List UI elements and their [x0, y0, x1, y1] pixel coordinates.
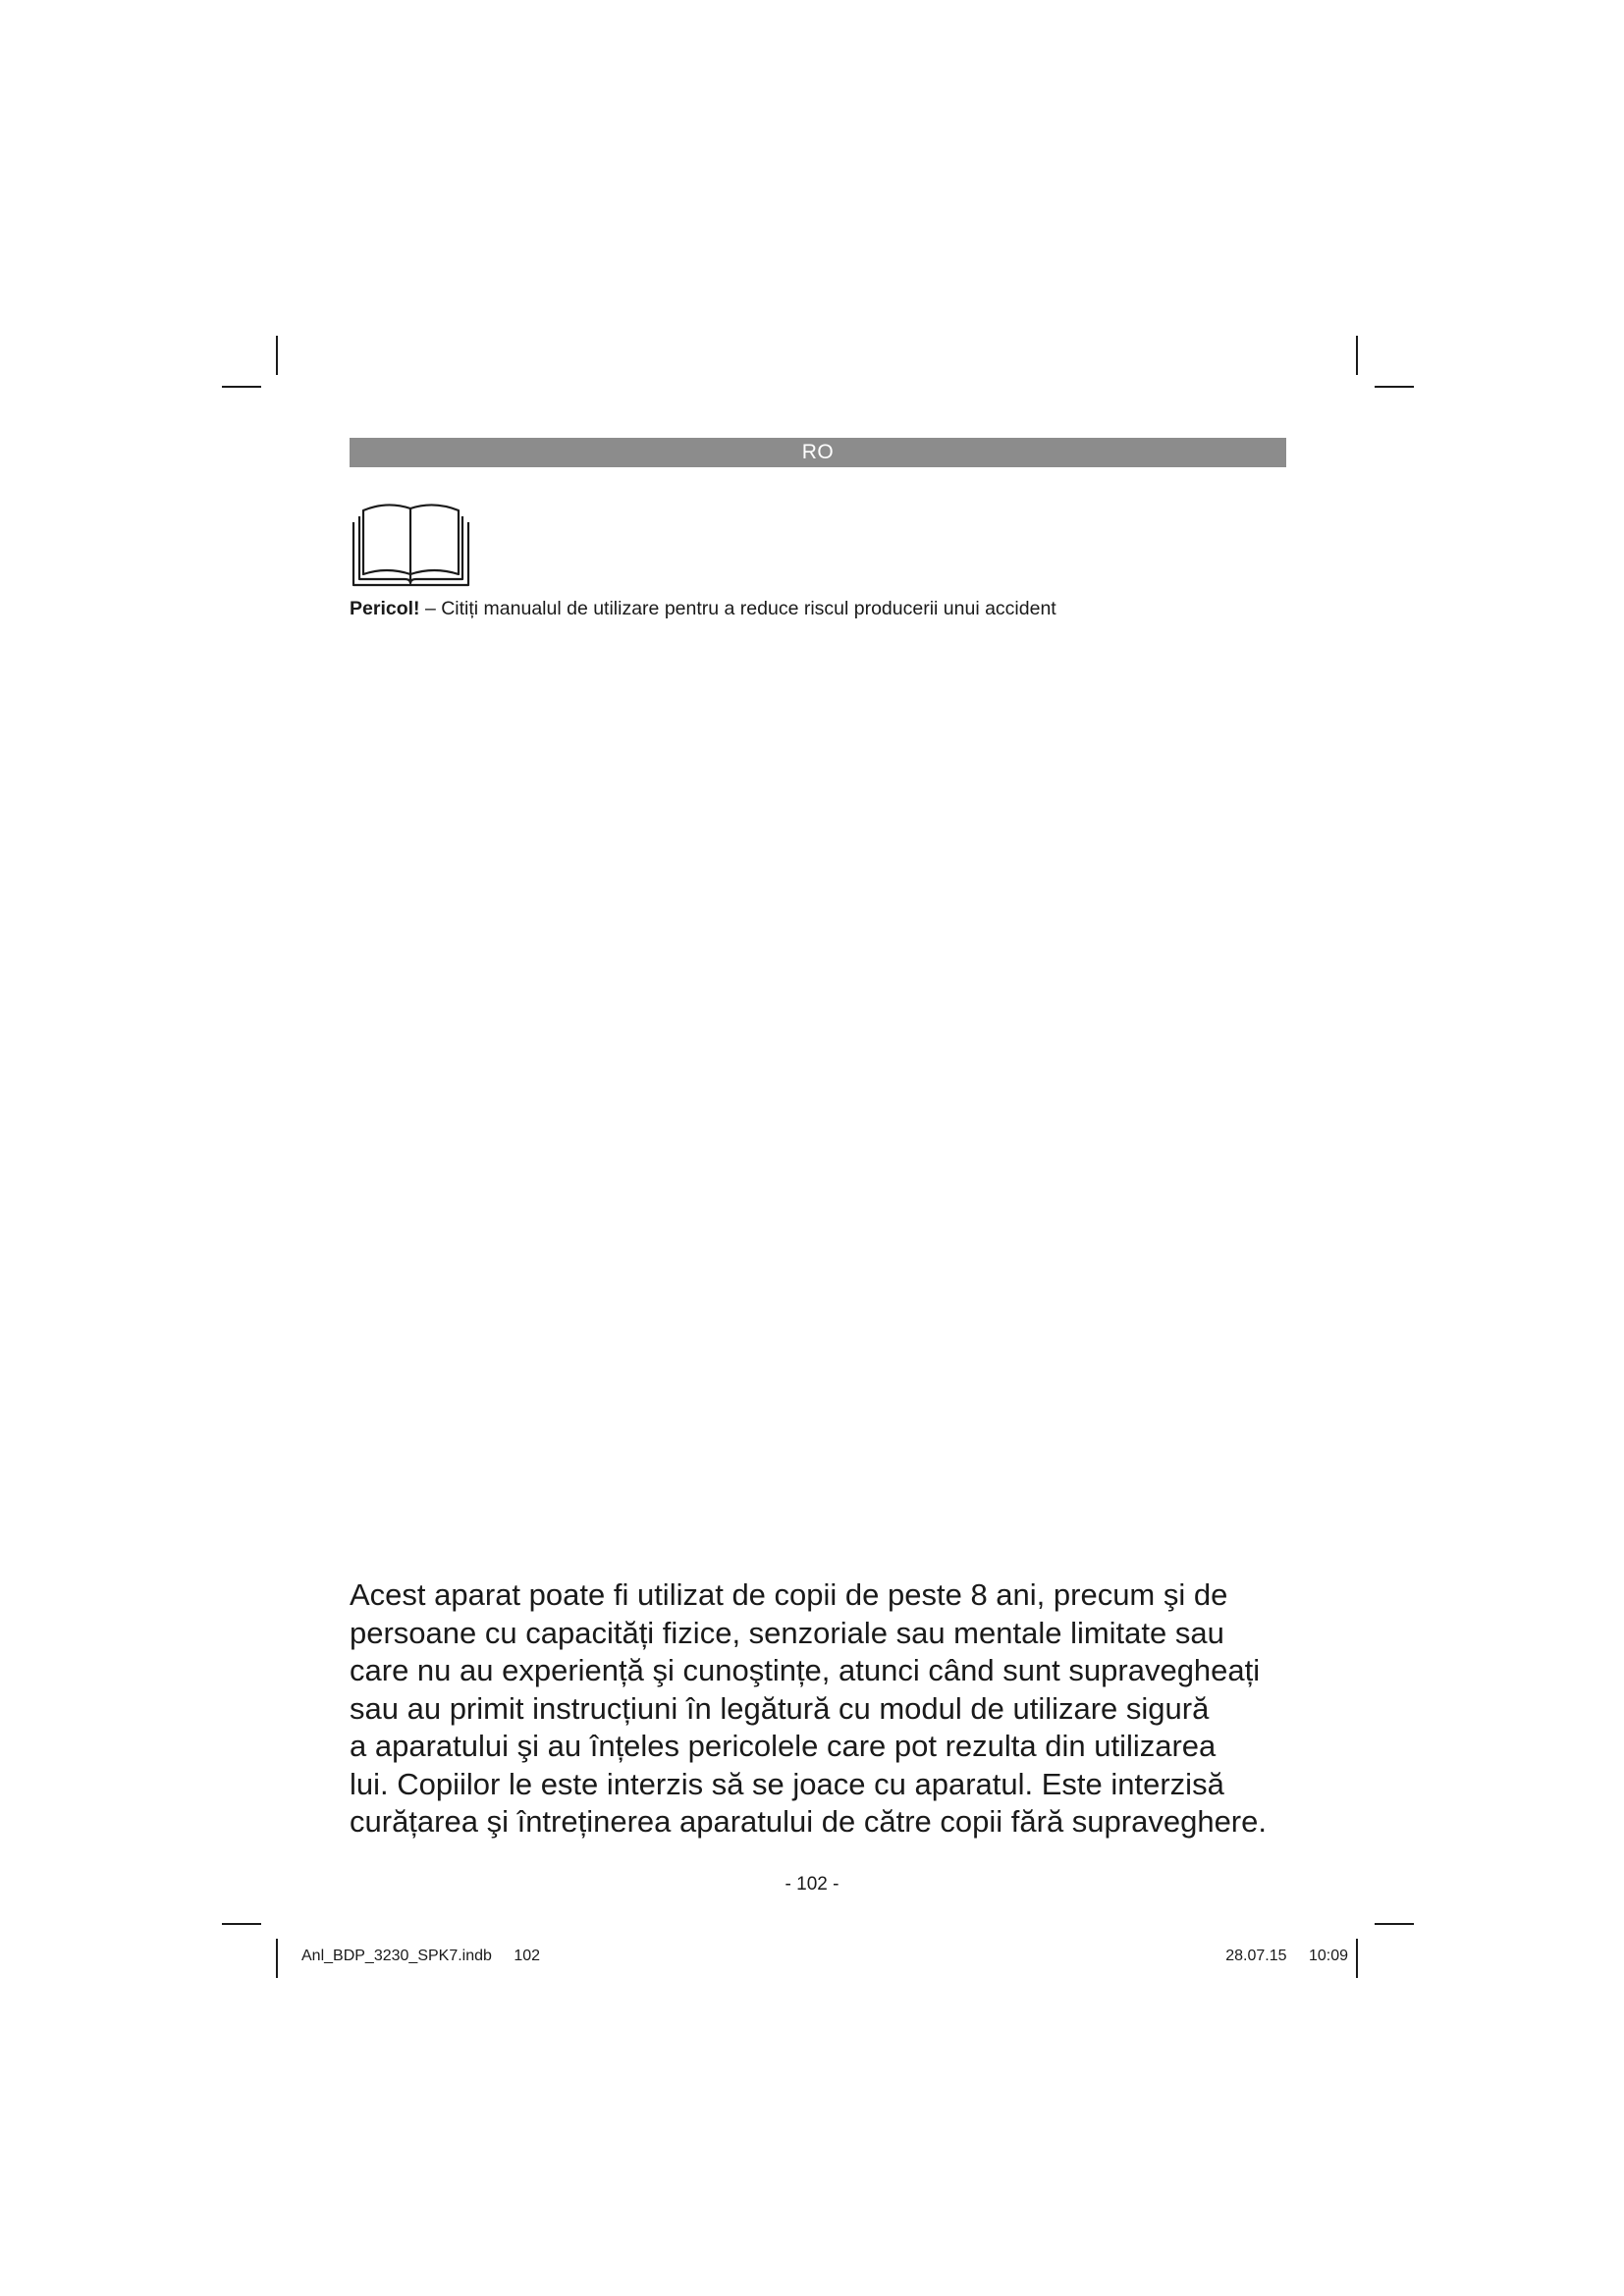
language-header-bar [350, 438, 1286, 467]
crop-mark-top-right-horizontal [1375, 386, 1414, 388]
paragraph-line: lui. Copiilor le este interzis să se joace cu aparatul. Este interzisă [350, 1766, 1224, 1801]
crop-mark-bottom-right-horizontal [1375, 1923, 1414, 1925]
print-slug-timestamp [1225, 1947, 1348, 1966]
paragraph-line: a aparatului şi au înțeles pericolele care pot rezulta din utilizarea [350, 1729, 1217, 1763]
paragraph-line: curățarea şi întreținerea aparatului de către copii fără supraveghere. [350, 1804, 1267, 1839]
print-date: 28.07.15 [1225, 1948, 1287, 1964]
paragraph-line: care nu au experiență şi cunoştințe, atunci când sunt supravegheați [350, 1653, 1261, 1687]
warning-line [350, 596, 1331, 621]
file-name: Anl_BDP_3230_SPK7.indb [301, 1948, 492, 1964]
crop-mark-bottom-left-vertical [276, 1939, 278, 1978]
crop-mark-bottom-left-horizontal [222, 1923, 261, 1925]
language-code: RO [801, 441, 835, 463]
open-book-icon [350, 499, 472, 588]
safety-paragraph [350, 1576, 1292, 1842]
crop-mark-top-left-vertical [276, 336, 278, 375]
print-time: 10:09 [1308, 1948, 1348, 1964]
crop-mark-bottom-right-vertical [1356, 1939, 1358, 1978]
warning-text: – Citiți manualul de utilizare pentru a reduce riscul producerii unui accident [424, 598, 1056, 619]
paragraph-line: sau au primit instrucțiuni în legătură cu modul de utilizare sigură [350, 1690, 1210, 1726]
crop-mark-top-left-horizontal [222, 386, 261, 388]
page-number: - 102 - [785, 1874, 839, 1895]
paragraph-line: persoane cu capacități fizice, senzoriale sau mentale limitate sau [350, 1615, 1224, 1650]
crop-mark-top-right-vertical [1356, 336, 1358, 375]
paragraph-line: Acest aparat poate fi utilizat de copii de peste 8 ani, precum şi de [350, 1577, 1228, 1612]
warning-label: Pericol! [350, 598, 420, 619]
file-page: 102 [514, 1948, 541, 1964]
print-slug-file [301, 1947, 540, 1966]
